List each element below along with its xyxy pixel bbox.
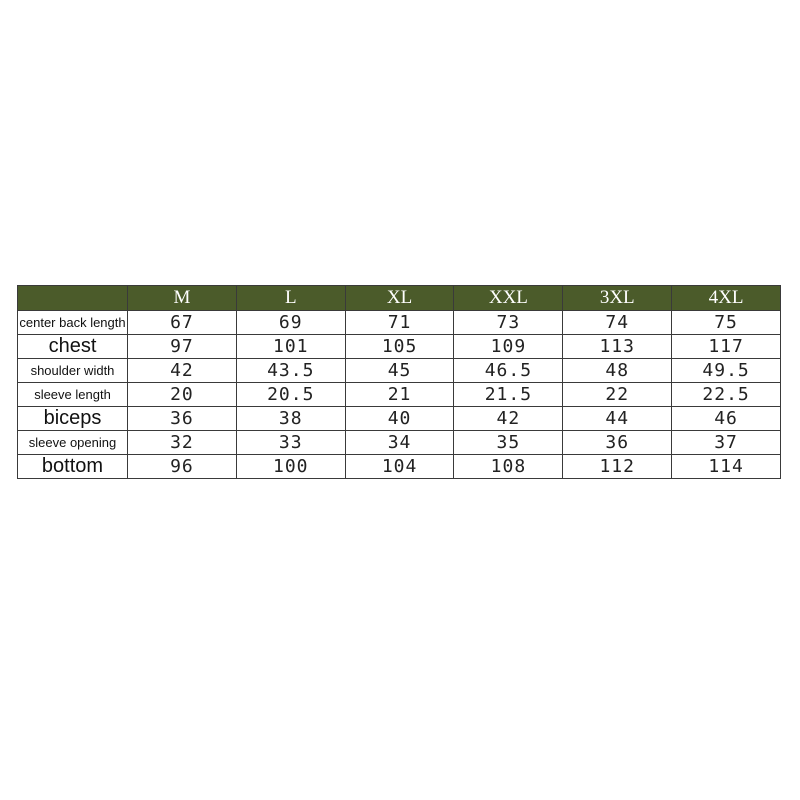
header-corner-cell (18, 286, 128, 311)
table-cell: 117 (672, 335, 781, 359)
table-cell: 43.5 (236, 359, 345, 383)
table-cell: 21.5 (454, 383, 563, 407)
table-row (18, 431, 781, 455)
table-cell: 108 (454, 455, 563, 479)
table-cell: 104 (345, 455, 454, 479)
table-cell: 32 (128, 431, 237, 455)
table-cell: 37 (672, 431, 781, 455)
table-cell: 33 (236, 431, 345, 455)
size-header-cell: XL (345, 286, 454, 311)
table-cell: 112 (563, 455, 672, 479)
table-cell: 46 (672, 407, 781, 431)
table-cell: 40 (345, 407, 454, 431)
table-cell: 109 (454, 335, 563, 359)
table-cell: 38 (236, 407, 345, 431)
size-header-cell: XXL (454, 286, 563, 311)
table-cell: 42 (454, 407, 563, 431)
table-cell: 20.5 (236, 383, 345, 407)
row-label: chest (18, 335, 128, 359)
table-row (18, 335, 781, 359)
size-header-cell: M (128, 286, 237, 311)
table-cell: 34 (345, 431, 454, 455)
size-header-cell: 4XL (672, 286, 781, 311)
row-label: sleeve length (18, 383, 128, 407)
size-chart-table (17, 285, 781, 479)
table-row (18, 311, 781, 335)
table-cell: 105 (345, 335, 454, 359)
table-cell: 22.5 (672, 383, 781, 407)
table-cell: 100 (236, 455, 345, 479)
table-cell: 69 (236, 311, 345, 335)
table-cell: 113 (563, 335, 672, 359)
row-label: shoulder width (18, 359, 128, 383)
table-cell: 97 (128, 335, 237, 359)
table-row (18, 383, 781, 407)
table-cell: 114 (672, 455, 781, 479)
row-label: biceps (18, 407, 128, 431)
size-header-cell: 3XL (563, 286, 672, 311)
table-cell: 48 (563, 359, 672, 383)
table-cell: 20 (128, 383, 237, 407)
row-label: sleeve opening (18, 431, 128, 455)
table-row (18, 455, 781, 479)
table-cell: 101 (236, 335, 345, 359)
size-header-row (18, 286, 781, 311)
table-cell: 73 (454, 311, 563, 335)
table-cell: 49.5 (672, 359, 781, 383)
table-cell: 45 (345, 359, 454, 383)
table-cell: 75 (672, 311, 781, 335)
row-label: bottom (18, 455, 128, 479)
table-row (18, 407, 781, 431)
table-cell: 42 (128, 359, 237, 383)
table-cell: 74 (563, 311, 672, 335)
table-cell: 46.5 (454, 359, 563, 383)
row-label: center back length (18, 311, 128, 335)
table-cell: 21 (345, 383, 454, 407)
table-cell: 22 (563, 383, 672, 407)
size-header-cell: L (236, 286, 345, 311)
table-cell: 36 (563, 431, 672, 455)
table-cell: 44 (563, 407, 672, 431)
table-cell: 35 (454, 431, 563, 455)
table-row (18, 359, 781, 383)
table-cell: 71 (345, 311, 454, 335)
table-cell: 36 (128, 407, 237, 431)
table-cell: 96 (128, 455, 237, 479)
table-cell: 67 (128, 311, 237, 335)
